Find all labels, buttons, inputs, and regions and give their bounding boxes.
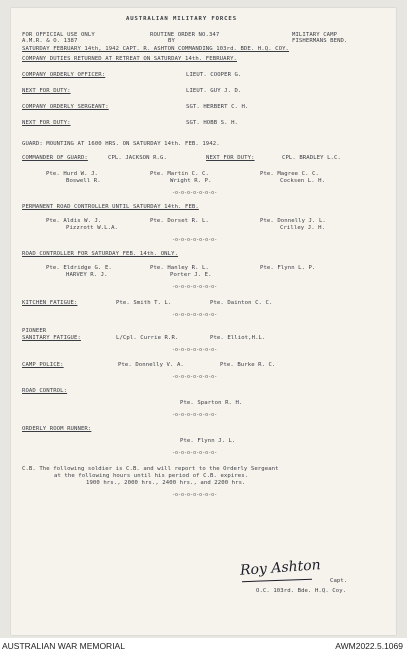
road-member: Pte. Hanley R. L.	[150, 265, 209, 271]
orderly-room-label: ORDERLY ROOM RUNNER:	[22, 426, 92, 432]
sanitary-member: Pte. Elliot,H.L.	[210, 335, 266, 341]
duty-value: LIEUT. COOPER G.	[186, 72, 242, 78]
order-date-line: SATURDAY FEBRUARY 14th, 1942 CAPT. R. ASHTON COMMANDING 103rd. BDE. H.Q. COY.	[22, 46, 290, 52]
separator: -o-o-o-o-o-o-o-	[172, 492, 218, 498]
separator: -o-o-o-o-o-o-o-	[172, 284, 218, 290]
camp-name: MILITARY CAMP	[292, 32, 338, 38]
picquet-member: Pte. Dorset R. L.	[150, 218, 209, 224]
picquet-member: Pte. Aldis W. J.	[46, 218, 102, 224]
sanitary-member: L/Cpl. Currie R.R.	[116, 335, 179, 341]
road-member: Pte. Flynn L. P.	[260, 265, 316, 271]
duty-label: NEXT FOR DUTY:	[22, 120, 71, 126]
document-title: AUSTRALIAN MILITARY FORCES	[126, 16, 237, 22]
signature-role: O.C. 103rd. Bde. H.Q. Coy.	[256, 588, 347, 594]
document-page	[11, 8, 396, 635]
sanitary-label: SANITARY FATIGUE:	[22, 335, 81, 341]
picquet-member: Pizzrott W.L.A.	[66, 225, 119, 231]
separator: -o-o-o-o-o-o-o-	[172, 347, 218, 353]
guard-commander-label: COMMANDER OF GUARD:	[22, 155, 88, 161]
footer-accession-number: AWM2022.5.1069	[335, 641, 403, 651]
kitchen-member: Pte. Smith T. L.	[116, 300, 172, 306]
picquet-member: Crilley J. H.	[280, 225, 326, 231]
picquet-member: Pte. Donnelly J. L.	[260, 218, 326, 224]
kitchen-label: KITCHEN FATIGUE:	[22, 300, 78, 306]
orderly-room-member: Pte. Flynn J. L.	[180, 438, 236, 444]
signature-rank: Capt.	[330, 578, 348, 584]
order-number: ROUTINE ORDER NO.347	[150, 32, 220, 38]
duty-label: COMPANY ORDERLY SERGEANT:	[22, 104, 109, 110]
camp-police-member: Pte. Burke R. C.	[220, 362, 276, 368]
guard-commander-value: CPL. JACKSON R.G.	[108, 155, 167, 161]
separator: -o-o-o-o-o-o-o-	[172, 190, 218, 196]
guard-line: GUARD: MOUNTING AT 1600 HRS. ON SATURDAY 14th. FEB. 1942.	[22, 141, 220, 147]
duty-label: NEXT FOR DUTY:	[22, 88, 71, 94]
camp-police-label: CAMP POLICE:	[22, 362, 64, 368]
duty-value: SGT. HOBB S. H.	[186, 120, 239, 126]
guard-member: Wright R. P.	[170, 178, 212, 184]
road-member: HARVEY R. J.	[66, 272, 108, 278]
guard-next-label: NEXT FOR DUTY:	[206, 155, 255, 161]
kitchen-member: Pte. Dainton C. C.	[210, 300, 273, 306]
section-heading: PERMANENT ROAD CONTROLLER UNTIL SATURDAY 14th. FEB.	[22, 204, 199, 210]
separator: -o-o-o-o-o-o-o-	[172, 312, 218, 318]
order-by: BY	[168, 38, 175, 44]
pioneer-label: PIONEER	[22, 328, 47, 334]
section-heading: ROAD CONTROLLER FOR SATURDAY FEB. 14th. ONLY.	[22, 251, 179, 257]
road-member: Porter J. E.	[170, 272, 212, 278]
duty-value: SGT. HERBERT C. H.	[186, 104, 249, 110]
camp-location: FISHERMANS BEND.	[292, 38, 348, 44]
separator: -o-o-o-o-o-o-o-	[172, 237, 218, 243]
duties-heading: COMPANY DUTIES RETURNED AT RETREAT ON SATURDAY 14th. FEBRUARY.	[22, 56, 237, 62]
guard-member: Pte. Martin C. C.	[150, 171, 209, 177]
signature: Roy Ashton	[239, 557, 322, 579]
guard-member: Boswell R.	[66, 178, 101, 184]
separator: -o-o-o-o-o-o-o-	[172, 412, 218, 418]
separator: -o-o-o-o-o-o-o-	[172, 450, 218, 456]
classification: FOR OFFICIAL USE ONLY	[22, 32, 95, 38]
road-control-label: ROAD CONTROL:	[22, 388, 68, 394]
road-control-member: Pte. Sparton R. H.	[180, 400, 243, 406]
guard-member: Pte. Hurd W. J.	[46, 171, 99, 177]
cb-line: C.B. The following soldier is C.B. and will report to the Orderly Sergeant	[22, 466, 279, 472]
guard-member: Cocksen L. H.	[280, 178, 326, 184]
road-member: Pte. Eldridge G. E.	[46, 265, 112, 271]
guard-next-value: CPL. BRADLEY L.C.	[282, 155, 341, 161]
duty-value: LIEUT. GUY J. D.	[186, 88, 242, 94]
guard-member: Pte. Magree C. C.	[260, 171, 319, 177]
duty-label: COMPANY ORDERLY OFFICER:	[22, 72, 106, 78]
cb-hours: 1900 hrs., 2000 hrs., 2400 hrs., and 2200 hrs.	[86, 480, 246, 486]
footer-source: AUSTRALIAN WAR MEMORIAL	[2, 641, 125, 651]
camp-police-member: Pte. Donnelly V. A.	[118, 362, 184, 368]
cb-line: at the following hours until his period of C.B. expires.	[54, 473, 249, 479]
regulation-ref: A.M.R. & O. 1387	[22, 38, 78, 44]
separator: -o-o-o-o-o-o-o-	[172, 374, 218, 380]
